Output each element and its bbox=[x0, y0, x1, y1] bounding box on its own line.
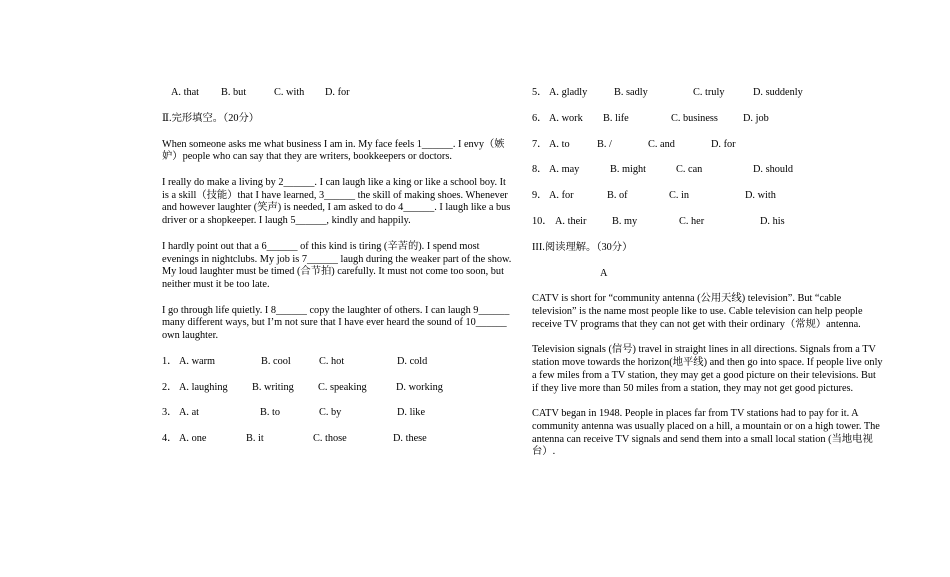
option-b: B. of bbox=[607, 190, 628, 202]
question-row-6 bbox=[532, 113, 884, 126]
question-number: 5． bbox=[532, 87, 548, 98]
option-c: C. business bbox=[671, 112, 718, 124]
question-number: 9． bbox=[532, 190, 548, 202]
option-d: D. his bbox=[760, 215, 785, 227]
question-number: 3． bbox=[162, 407, 178, 419]
option-b: B. it bbox=[246, 433, 264, 445]
question-row-10 bbox=[532, 216, 884, 229]
option-c: C. hot bbox=[319, 355, 345, 367]
option-d: D. for bbox=[325, 87, 350, 98]
question-row-9 bbox=[532, 190, 884, 203]
option-b: B. my bbox=[612, 215, 638, 227]
cloze-paragraph-3: I hardly point out that a 6______ of this kind is tiring (辛苦的). I spend most evenings in nightclubs. My job is 7______ laugh during the weaker part of the show. My loud laughter must be timed (合节拍) carefully. It must not come too soon, but neither must it be too late. bbox=[162, 240, 512, 290]
option-b: B. to bbox=[260, 407, 281, 419]
option-d: D. with bbox=[745, 190, 776, 202]
reading-paragraph-2: Television signals (信号) travel in straight lines in all directions. Signals from a TV station move towards the horizon(地平线) and then go into space. If people live only a few miles from a TV station, they may get a good picture on their televisions. But if they live more than 50 miles from a station, they may not get good pictures. bbox=[532, 344, 883, 394]
option-a: A. laughing bbox=[179, 381, 228, 393]
option-d: D. job bbox=[743, 112, 769, 124]
option-d: D. cold bbox=[397, 355, 428, 367]
option-d: D. like bbox=[397, 407, 426, 419]
option-a: A. at bbox=[179, 407, 200, 419]
cloze-paragraph-4: I go through life quietly. I 8______ copy the laughter of others. I can laugh 9______ many different ways, but I’m not sure that I have ever heard the sound of 10______ own laughter. bbox=[162, 304, 510, 342]
option-a: A. for bbox=[549, 190, 574, 202]
option-b: B. might bbox=[610, 164, 647, 176]
question-row-3 bbox=[162, 407, 514, 420]
question-number: 2． bbox=[162, 381, 178, 393]
cloze-paragraph-2: I really do make a living by 2______. I can laugh like a king or like a school boy. It is a skill（技能）that I have learned, 3______ the skill of making shoes. Whenever and however laughter (笑声) is needed, I am asked to do 4______. I laugh like a bus driver or a shopkeeper. I laugh 5______, kindly and happily. bbox=[162, 177, 511, 227]
option-d: D. these bbox=[393, 433, 427, 445]
option-d: D. working bbox=[396, 381, 443, 393]
option-b: B. cool bbox=[261, 355, 291, 367]
right-column bbox=[532, 87, 884, 472]
option-b: B. sadly bbox=[614, 87, 648, 98]
top-options-row bbox=[162, 87, 514, 100]
question-number: 6． bbox=[532, 112, 548, 124]
question-row-7 bbox=[532, 139, 884, 152]
question-number: 7． bbox=[532, 138, 548, 150]
option-d: D. for bbox=[711, 138, 736, 150]
left-column bbox=[162, 87, 514, 446]
cloze-paragraph-1: When someone asks me what business I am in. My face feels 1______. I envy（嫉妒）people who can say that they are writers, bookkeepers or doctors. bbox=[162, 138, 505, 163]
option-d: D. should bbox=[753, 164, 794, 176]
passage-label bbox=[532, 268, 884, 281]
question-row-5 bbox=[532, 87, 884, 100]
question-number: 10． bbox=[532, 215, 553, 227]
option-b: B. writing bbox=[252, 381, 294, 393]
passage-letter: A bbox=[600, 267, 608, 279]
option-b: B. / bbox=[597, 138, 612, 150]
question-number: 1． bbox=[162, 355, 178, 367]
option-c: C. and bbox=[648, 138, 675, 150]
option-c: C. speaking bbox=[318, 381, 367, 393]
question-row-2 bbox=[162, 382, 514, 395]
question-row-8 bbox=[532, 164, 884, 177]
option-a: A. their bbox=[555, 215, 587, 227]
option-c: C. her bbox=[679, 215, 705, 227]
option-b: B. life bbox=[603, 112, 629, 124]
question-row-1 bbox=[162, 356, 514, 369]
question-row-4 bbox=[162, 433, 514, 446]
option-a: A. warm bbox=[179, 355, 216, 367]
reading-paragraph-3: CATV began in 1948. People in places far from TV stations had to pay for it. A community antenna was usually placed on a hill, a mountain or on a high tower. The antenna can receive TV signals and send them into a small local station (当地电视台）. bbox=[532, 408, 880, 458]
option-a: A. that bbox=[171, 87, 200, 98]
option-c: C. those bbox=[313, 433, 347, 445]
section-2-heading: Ⅱ.完形填空。（20分） bbox=[162, 112, 260, 124]
reading-paragraph-1: CATV is short for “community antenna (公用天线) television”. But “cable television” is the name most people like to use. Cable television can help people receive TV programs that they can not get with their ordinary（常规）antenna. bbox=[532, 293, 863, 330]
option-b: B. but bbox=[221, 87, 247, 98]
option-a: A. work bbox=[549, 112, 583, 124]
question-number: 8． bbox=[532, 164, 548, 176]
option-c: C. can bbox=[676, 164, 703, 176]
option-c: C. truly bbox=[693, 87, 725, 98]
option-c: C. with bbox=[274, 87, 305, 98]
option-d: D. suddenly bbox=[753, 87, 803, 98]
option-c: C. by bbox=[319, 407, 342, 419]
option-c: C. in bbox=[669, 190, 690, 202]
section-3-heading: III.阅读理解。（30分） bbox=[532, 241, 633, 253]
option-a: A. to bbox=[549, 138, 570, 150]
option-a: A. gladly bbox=[549, 87, 588, 98]
question-number: 4． bbox=[162, 433, 178, 445]
option-a: A. may bbox=[549, 164, 580, 176]
option-a: A. one bbox=[179, 433, 207, 445]
